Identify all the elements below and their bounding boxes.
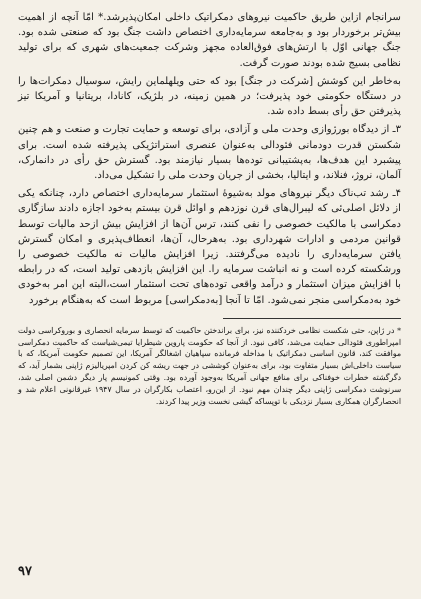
paragraph-1: سرانجام ازاین طریق حاکمیت نیروهای دمکراتیک داخلی امکان‌پذیرشد.* امّا آنچه از اهمیت بیش‌تر برخوردار بود و به‌جامعه سرمایه‌داری اختصاص داشت جنگ بود که صنعتی شده بود. جنگ جهانی اوّل با ارتش‌های فوق‌العاده مجهز وشرکت جمعیت‌های شهری که برای تولید نظامی بسیج شده بودند صورت گرفت.: [18, 12, 401, 69]
footnote: * در ژاپن، حتی شکست نظامی خردکننده نیز، برای براندختن حاکمیت که توسط سرمایه انحصاری و بوروکراسی دولت امپراطوری فئودالی حمایت می‌شد، کافی نبود. از آنجا که حکومت پاروین شیطرایا تیمی‌شیاست که حاکمیت دمکراسی موافقت کند، قانون اساسی دمکراتیک با مداخله فرمانده سپاهیان اشغالگر آمریکا، این تصمیم حکومت آمریکا، که با سیاست داخلی‌اش بسیار متفاوت بود، برای به‌عنوان کوششی در جهت ریشه کن کردن امپریالیزم ژاپنی بشمار آید، که دگرگشته خطرات خوفناکی برای منافع جهانی آمریکا به‌وجود آورده بود. وقتی کمونیسم پار دیگر دشمن اصلی شد، سرنوشت دمکراسی ژاپنی دیگر چندان مهم نبود. از این‌رو، اعتصاب بکارگران در سال ۱۹۴۷ غیرقانونی اعلام شد و انحصارگران همکاری بسیار نزدیکی با توپساکه گیشی نخست وزیر پیدا کردند.: [18, 325, 401, 406]
main-text: [18, 10, 401, 308]
footnote-divider: [223, 318, 401, 319]
paragraph-4: ۴ـ رشد تب‌ناک دیگر نیروهای مولد به‌شیوهٔ استثمار سرمایه‌داری اختصاص دارد، چنانکه یکی از دلائل اصلی‌ئی که لیبرال‌های قرن نوزدهم و اوائل قرن بیستم به‌خود اجازه دادند سازگاری دمکراسی با مالکیت خصوصی را نفی کنند، ترس آن‌ها از افزایش بیش ازحد مالیات توسط قوانین مردمی و ادارات شهرداری بود. به‌هرحال، آن‌ها، انعطاف‌پذیری و امکان گسترش یافتن سرمایه‌داری را نادیده می‌گرفتند. زیرا افزایش مالیات نه مالکیت خصوصی را ورشکسته کرده است و نه انباشت سرمایه را. این افزایش بازدهی تولید است، که در رابطه با افزایش میزان استثمار و درآمد واقعی توده‌های تحت استثمار است،البته این امر به‌خودی خود به‌دمکراسی منجر نمی‌شود. امّا تا آنجا [به‌دمکراسی] مربوط است که به‌هنگام برخورد: [18, 188, 401, 306]
paragraph-2: به‌خاطر این کوشش [شرکت در جنگ] بود که حتی ویلهلماین رایش، سوسیال دمکرات‌ها را در دستگاه حکومتی خود پذیرفت؛ در همین زمینه، در بلژیک، کانادا، بریتانیا و آمریکا تیز پذیرفتن حق رأی بسط داده شد.: [18, 75, 401, 118]
page-number: ۹۷: [18, 564, 32, 579]
paragraph-3: ۳ـ از دیدگاه بورژوازی وحدت ملی و آزادی، برای توسعه و حمایت تجارت و صنعت و هم چنین شکستن قدرت دودمانی فئودالی به‌عنوان عنصری استراتژیکی پذیرفته شده است. برای پیشبرد این هدف‌ها، به‌پشتیبانی توده‌ها بسیار نیازمند بود. گسترش حق رأی در دانمارک، آلمان، نروژ، فنلاند، و ایتالیا، بخشی از جریان وحدت ملی را تشکیل می‌داد.: [18, 124, 401, 182]
